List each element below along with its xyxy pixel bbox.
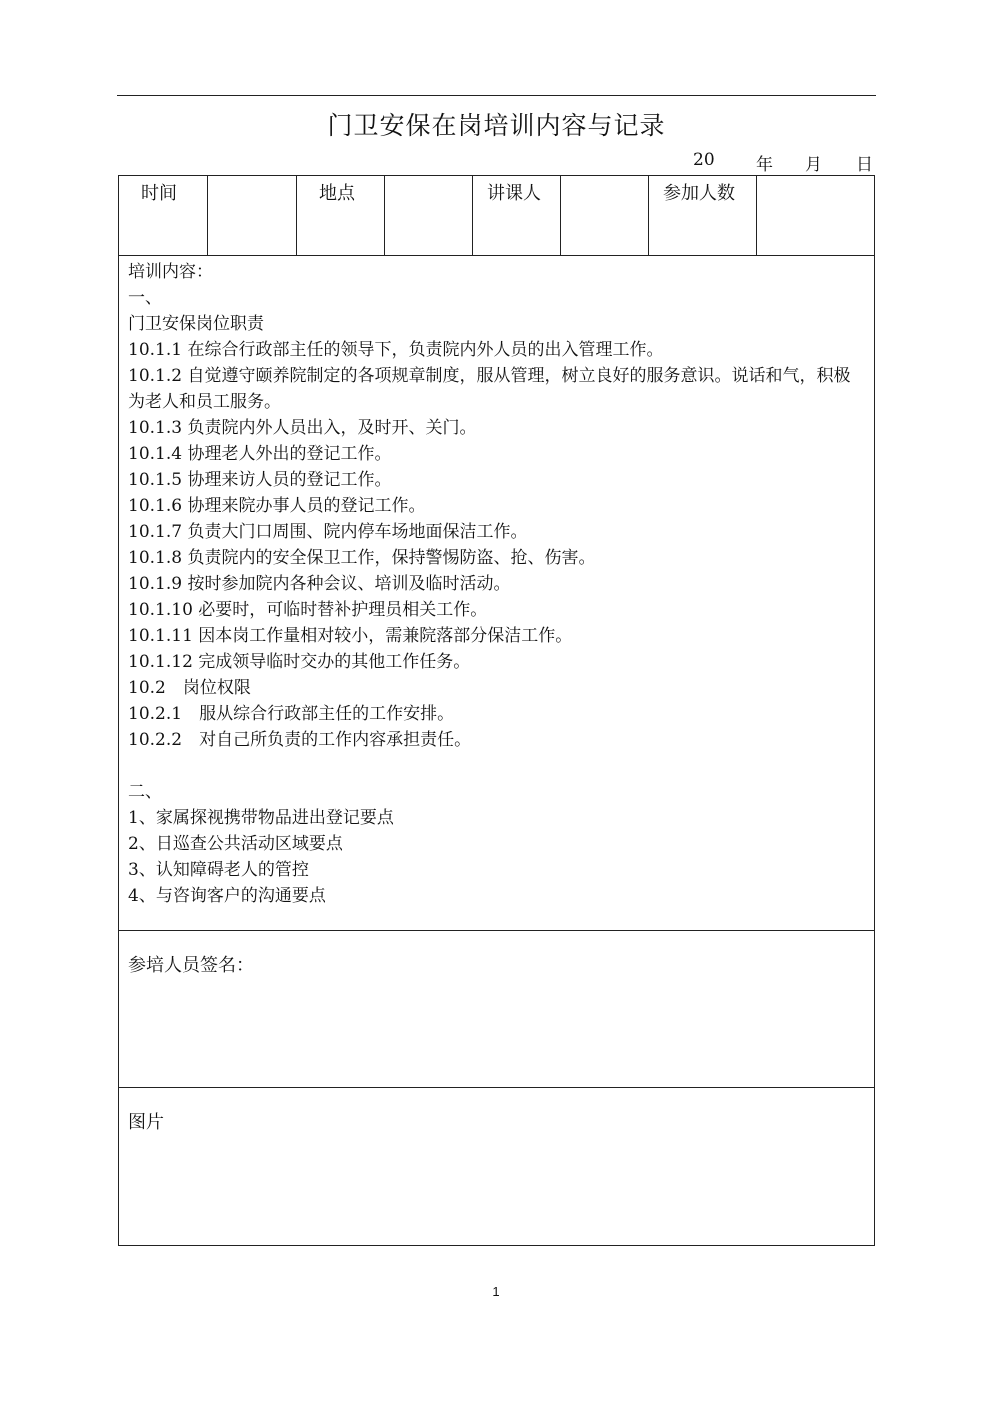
top-rule bbox=[117, 95, 876, 96]
signature-label: 参培人员签名： bbox=[128, 955, 254, 976]
page-number: 1 bbox=[492, 1284, 500, 1299]
training-topic-item: 2、日巡查公共活动区域要点 bbox=[128, 834, 343, 854]
time-label: 时间 bbox=[141, 183, 177, 204]
time-value-cell[interactable] bbox=[208, 176, 297, 255]
duty-item: 10.1.7 负责大门口周围、院内停车场地面保洁工作。 bbox=[128, 522, 528, 542]
date-day-label: 日 bbox=[856, 155, 873, 175]
duty-item: 10.1.11 因本岗工作量相对较小，需兼院落部分保洁工作。 bbox=[128, 626, 573, 646]
lecturer-label: 讲课人 bbox=[487, 183, 541, 204]
place-label: 地点 bbox=[319, 183, 355, 204]
lecturer-value-cell[interactable] bbox=[561, 176, 649, 255]
training-topic-item: 3、认知障碍老人的管控 bbox=[128, 860, 309, 880]
authority-item: 10.2.1 服从综合行政部主任的工作安排。 bbox=[128, 704, 455, 724]
training-topic-item: 1、家属探视携带物品进出登记要点 bbox=[128, 808, 394, 828]
duty-item: 10.1.10 必要时，可临时替补护理员相关工作。 bbox=[128, 600, 488, 620]
spacer bbox=[128, 753, 866, 779]
header-row bbox=[119, 176, 874, 256]
content-label: 培训内容： bbox=[128, 262, 213, 282]
duty-item: 10.1.12 完成领导临时交办的其他工作任务。 bbox=[128, 652, 471, 672]
pictures-label: 图片 bbox=[128, 1112, 164, 1133]
duty-item: 10.1.2 自觉遵守颐养院制定的各项规章制度，服从管理，树立良好的服务意识。说话和气，积极为老人和员工服务。 bbox=[128, 366, 851, 412]
duty-item: 10.1.6 协理来院办事人员的登记工作。 bbox=[128, 496, 426, 516]
page-title: 门卫安保在岗培训内容与记录 bbox=[327, 111, 666, 140]
duty-item: 10.1.9 按时参加院内各种会议、培训及临时活动。 bbox=[128, 574, 511, 594]
section1-heading: 门卫安保岗位职责 bbox=[128, 314, 264, 334]
section1-marker: 一、 bbox=[128, 288, 162, 308]
signature-section[interactable] bbox=[119, 931, 874, 1088]
date-year-prefix: 20 bbox=[693, 150, 715, 170]
attendees-label-cell bbox=[649, 176, 757, 255]
date-year-label: 年 bbox=[756, 155, 773, 175]
training-content-section bbox=[119, 255, 874, 931]
place-value-cell[interactable] bbox=[385, 176, 473, 255]
authority-item: 10.2.2 对自己所负责的工作内容承担责任。 bbox=[128, 730, 472, 750]
place-label-cell bbox=[297, 176, 385, 255]
training-record-form bbox=[118, 175, 875, 1246]
pictures-section[interactable] bbox=[119, 1088, 874, 1245]
attendees-label: 参加人数 bbox=[663, 183, 735, 204]
lecturer-label-cell bbox=[473, 176, 561, 255]
time-label-cell bbox=[119, 176, 208, 255]
duty-item: 10.1.3 负责院内外人员出入，及时开、关门。 bbox=[128, 418, 477, 438]
training-topic-item: 4、与咨询客户的沟通要点 bbox=[128, 886, 326, 906]
duty-item: 10.1.1 在综合行政部主任的领导下，负责院内外人员的出入管理工作。 bbox=[128, 340, 664, 360]
duty-item: 10.1.5 协理来访人员的登记工作。 bbox=[128, 470, 392, 490]
date-month-label: 月 bbox=[805, 155, 822, 175]
duty-item: 10.1.8 负责院内的安全保卫工作，保持警惕防盗、抢、伤害。 bbox=[128, 548, 596, 568]
duty-item: 10.1.4 协理老人外出的登记工作。 bbox=[128, 444, 392, 464]
section2-marker: 二、 bbox=[128, 782, 162, 802]
authority-heading: 10.2 岗位权限 bbox=[128, 678, 251, 698]
attendees-value-cell[interactable] bbox=[757, 176, 876, 255]
